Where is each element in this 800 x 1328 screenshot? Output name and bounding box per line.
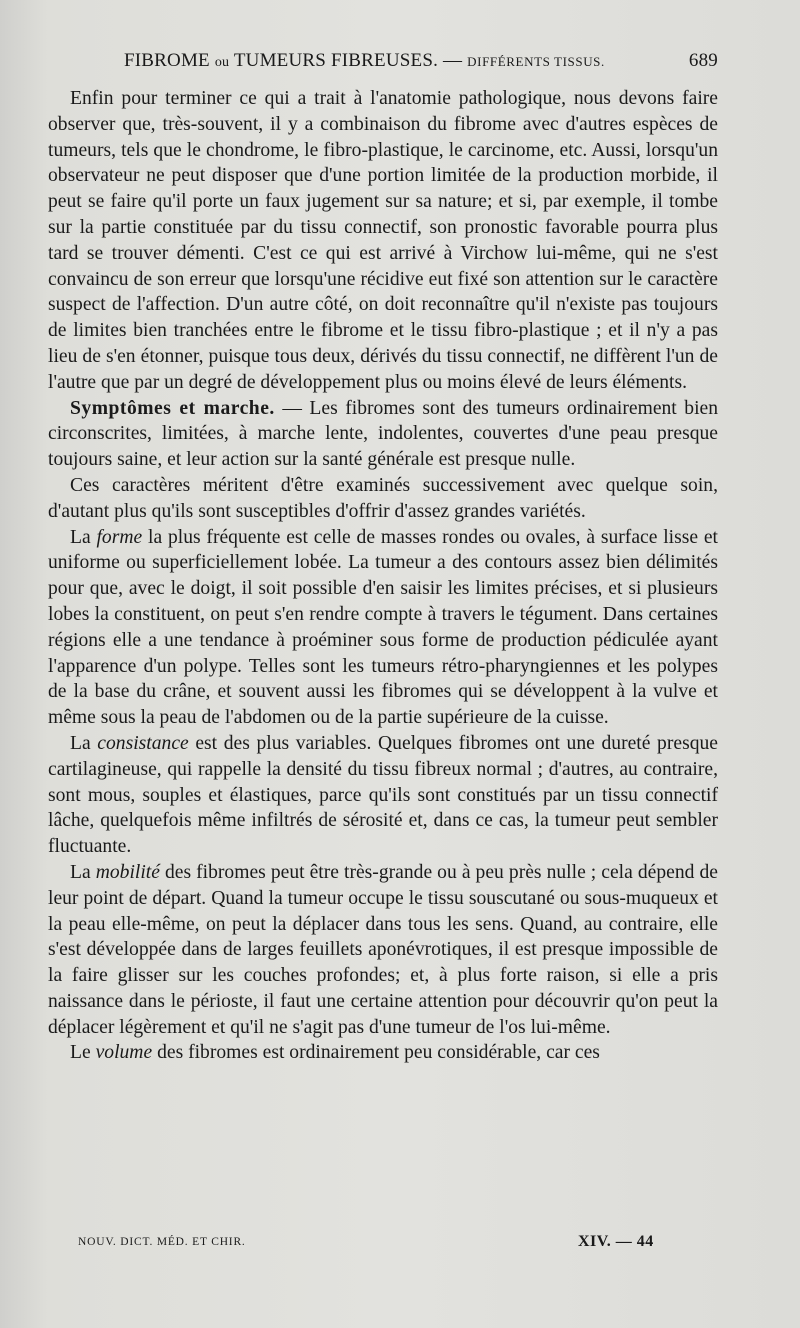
italic-term: forme [96, 526, 143, 548]
paragraph [48, 396, 718, 473]
paragraph-lead: La [70, 861, 96, 883]
paragraph [48, 860, 718, 1041]
paragraph-text: des fibromes peut être très-grande ou à peu près nulle ; cela dépend de leur point de départ. Quand la tumeur occupe le tissu souscutané ou sous-muqueux et la peau elle-même, on peut la déplacer dans tous les sens. Quand, au contraire, elle s'est développée dans de larges feuillets aponévrotiques, il est presque impossible de la faire glisser sur les couches profondes; et, à plus forte raison, si elle a pris naissance dans le périoste, il faut une certaine attention pour découvrir qu'on peut la déplacer légèrement et qu'il ne s'agit pas d'une tumeur de l'os lui-même. [48, 861, 718, 1038]
footer-signature: NOUV. DICT. MÉD. ET CHIR. [78, 1236, 246, 1248]
paragraph-text: est des plus variables. Quelques fibromes ont une dureté presque cartilagineuse, qui rappelle la densité du tissu fibreux normal ; d'autres, au contraire, sont mous, souples et élastiques, parce qu'ils sont constitués par un tissu connectif lâche, quelquefois même infiltrés de sérosité et, dans ce cas, la tumeur peut sembler fluctuante. [48, 732, 718, 858]
paragraph-lead: Le [70, 1042, 96, 1064]
footer-volume-sheet: XIV. — 44 [578, 1233, 654, 1250]
paragraph-text: la plus fréquente est celle de masses rondes ou ovales, à surface lisse et uniforme ou superficiellement lobée. La tumeur a des contours assez bien délimités pour que, avec le doigt, il soit possible d'en saisir les limites précises, et si plusieurs lobes la constituent, on peut s'en rendre compte à travers le tégument. Dans certaines régions elle a une tendance à proéminer sous forme de production pédiculée ayant l'apparence d'un polype. Telles sont les tumeurs rétro-pharyngiennes et les polypes de la base du crâne, et souvent aussi les fibromes qui se développent à la vulve et même sous la peau de l'abdomen ou de la partie supérieure de la cuisse. [48, 526, 718, 729]
paragraph [48, 525, 718, 731]
page-footer [78, 1233, 678, 1256]
paragraph-lead: La [70, 526, 97, 548]
page-header [48, 50, 718, 78]
italic-term: consistance [97, 732, 189, 754]
page-body [48, 86, 718, 1066]
section-title: Symptômes et marche. [70, 397, 275, 419]
paragraph [48, 1040, 718, 1066]
paragraph-text: — Les fibromes sont des tumeurs ordinairement bien circonscrites, limitées, à marche lente, indolentes, couvertes d'une peau presque toujours saine, et leur action sur la santé générale est presque nulle. [48, 397, 719, 471]
italic-term: mobilité [95, 861, 160, 883]
paragraph [48, 731, 718, 860]
page-number: 689 [688, 50, 718, 71]
paragraph-lead: La [70, 732, 98, 754]
running-head-rest: TUMEURS FIBREUSES. — [233, 50, 463, 71]
paragraph: Ces caractères méritent d'être examinés successivement avec quelque soin, d'autant plus qu'ils sont susceptibles d'offrir d'assez grandes variétés. [48, 474, 718, 522]
paragraph-text: des fibromes est ordinairement peu considérable, car ces [152, 1042, 600, 1064]
paragraph: Enfin pour terminer ce qui a trait à l'anatomie pathologique, nous devons faire observer que, très-souvent, il y a combinaison du fibrome avec d'autres espèces de tumeurs, tels que le chondrome, le fibro-plastique, le carcinome, etc. Aussi, lorsqu'un observateur ne peut disposer que d'une portion limitée de la production morbide, il peut se faire qu'il porte un faux jugement sur sa nature; et si, par exemple, il tombe sur la partie constituée par du tissu connectif, son pronostic favorable pourra plus tard se trouver démenti. C'est ce qui est arrivé à Virchow lui-même, qui ne s'est convaincu de son erreur que lorsqu'une récidive eut fixé son attention sur le caractère suspect de l'affection. D'un autre côté, on doit reconnaître qu'il n'existe pas toujours de limites bien tranchées entre le fibrome et le tissu fibro-plastique ; et il n'y a pas lieu de s'en étonner, puisque tous deux, dérivés du tissu connectif, ne diffèrent l'un de l'autre que par un degré de développement plus ou moins élevé de leurs éléments. [48, 88, 718, 393]
italic-term: volume [95, 1042, 153, 1064]
running-head [124, 50, 605, 72]
running-head-main: FIBROME [124, 50, 210, 71]
running-head-subtitle: DIFFÉRENTS TISSUS. [467, 54, 605, 69]
running-head-ou: ou [214, 55, 230, 70]
